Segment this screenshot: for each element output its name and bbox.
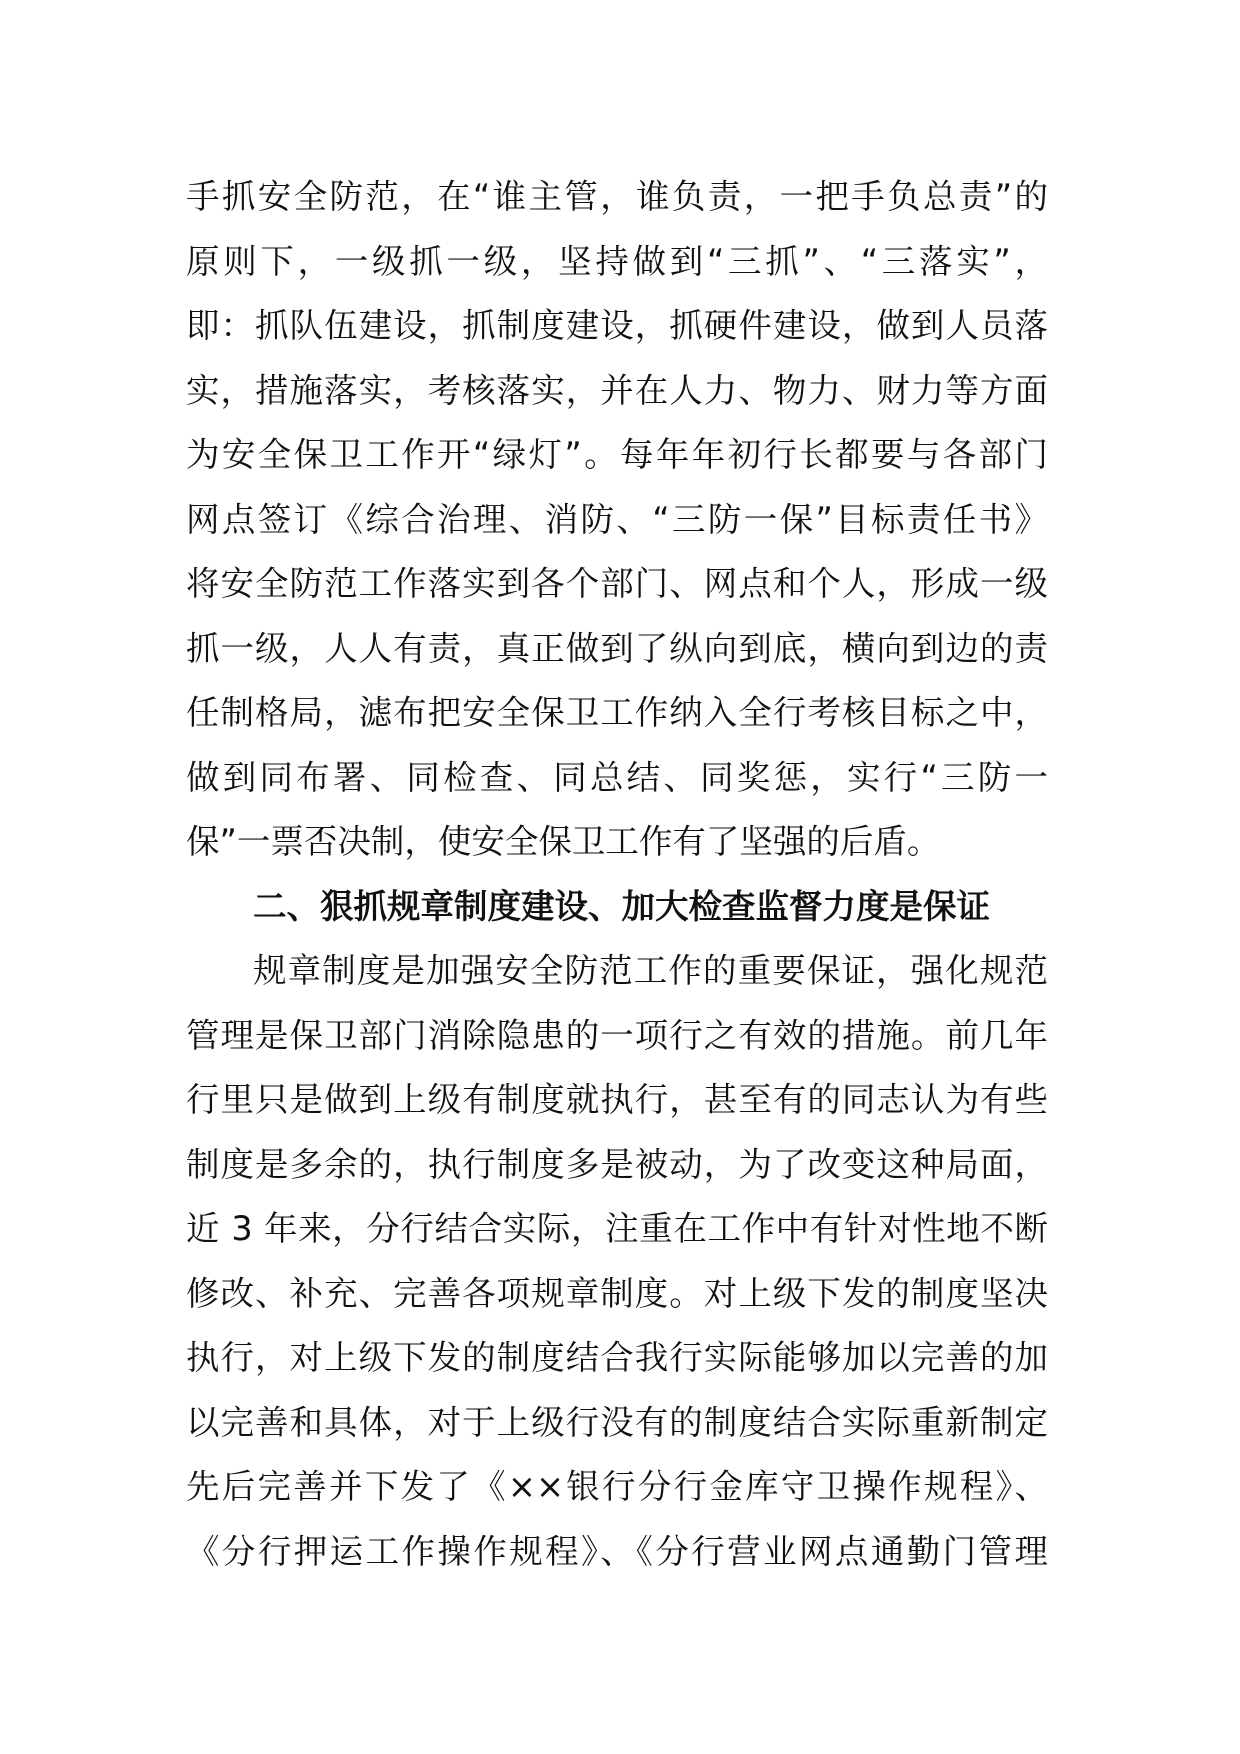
text-line: 原则下，一级抓一级，坚持做到“三抓”、“三落实”， bbox=[186, 241, 1048, 281]
text-line: 网点签订《综合治理、消防、“三防一保”目标责任书》 bbox=[186, 499, 1048, 539]
text-line: 《分行押运工作操作规程》、《分行营业网点通勤门管理 bbox=[186, 1531, 1048, 1571]
text-line: 先后完善并下发了《××银行分行金库守卫操作规程》、 bbox=[186, 1467, 1048, 1506]
text-line: 以完善和具体，对于上级行没有的制度结合实际重新制定 bbox=[186, 1402, 1048, 1442]
text-line: 行里只是做到上级有制度就执行，甚至有的同志认为有些 bbox=[186, 1080, 1048, 1119]
text-line: 将安全防范工作落实到各个部门、网点和个人，形成一级 bbox=[186, 564, 1048, 603]
text-line: 制度是多余的，执行制度多是被动，为了改变这种局面， bbox=[186, 1144, 1048, 1184]
text-line: 保”一票否决制，使安全保卫工作有了坚强的后盾。 bbox=[186, 822, 941, 861]
text-line: 抓一级，人人有责，真正做到了纵向到底，横向到边的责 bbox=[186, 628, 1048, 668]
text-line: 规章制度是加强安全防范工作的重要保证，强化规范 bbox=[253, 951, 1048, 990]
text-line: 管理是保卫部门消除隐患的一项行之有效的措施。前几年 bbox=[186, 1015, 1048, 1055]
document-body bbox=[186, 165, 1048, 1584]
text-line: 即：抓队伍建设，抓制度建设，抓硬件建设，做到人员落 bbox=[186, 306, 1048, 345]
text-line: 执行，对上级下发的制度结合我行实际能够加以完善的加 bbox=[186, 1338, 1048, 1377]
text-line: 手抓安全防范，在“谁主管，谁负责，一把手负总责”的 bbox=[186, 177, 1048, 216]
text-line: 修改、补充、完善各项规章制度。对上级下发的制度坚决 bbox=[186, 1273, 1048, 1313]
paragraph-1 bbox=[186, 165, 1048, 875]
text-line: 近 3 年来，分行结合实际，注重在工作中有针对性地不断 bbox=[186, 1209, 1048, 1248]
text-line: 实，措施落实，考核落实，并在人力、物力、财力等方面 bbox=[186, 370, 1048, 410]
section-heading: 二、狠抓规章制度建设、加大检查监督力度是保证 bbox=[253, 886, 990, 926]
text-line: 任制格局，滤布把安全保卫工作纳入全行考核目标之中， bbox=[186, 693, 1048, 732]
text-line: 做到同布署、同检查、同总结、同奖惩，实行“三防一 bbox=[186, 757, 1048, 797]
paragraph-2 bbox=[186, 939, 1048, 1584]
text-line: 为安全保卫工作开“绿灯”。每年年初行长都要与各部门 bbox=[186, 435, 1048, 474]
